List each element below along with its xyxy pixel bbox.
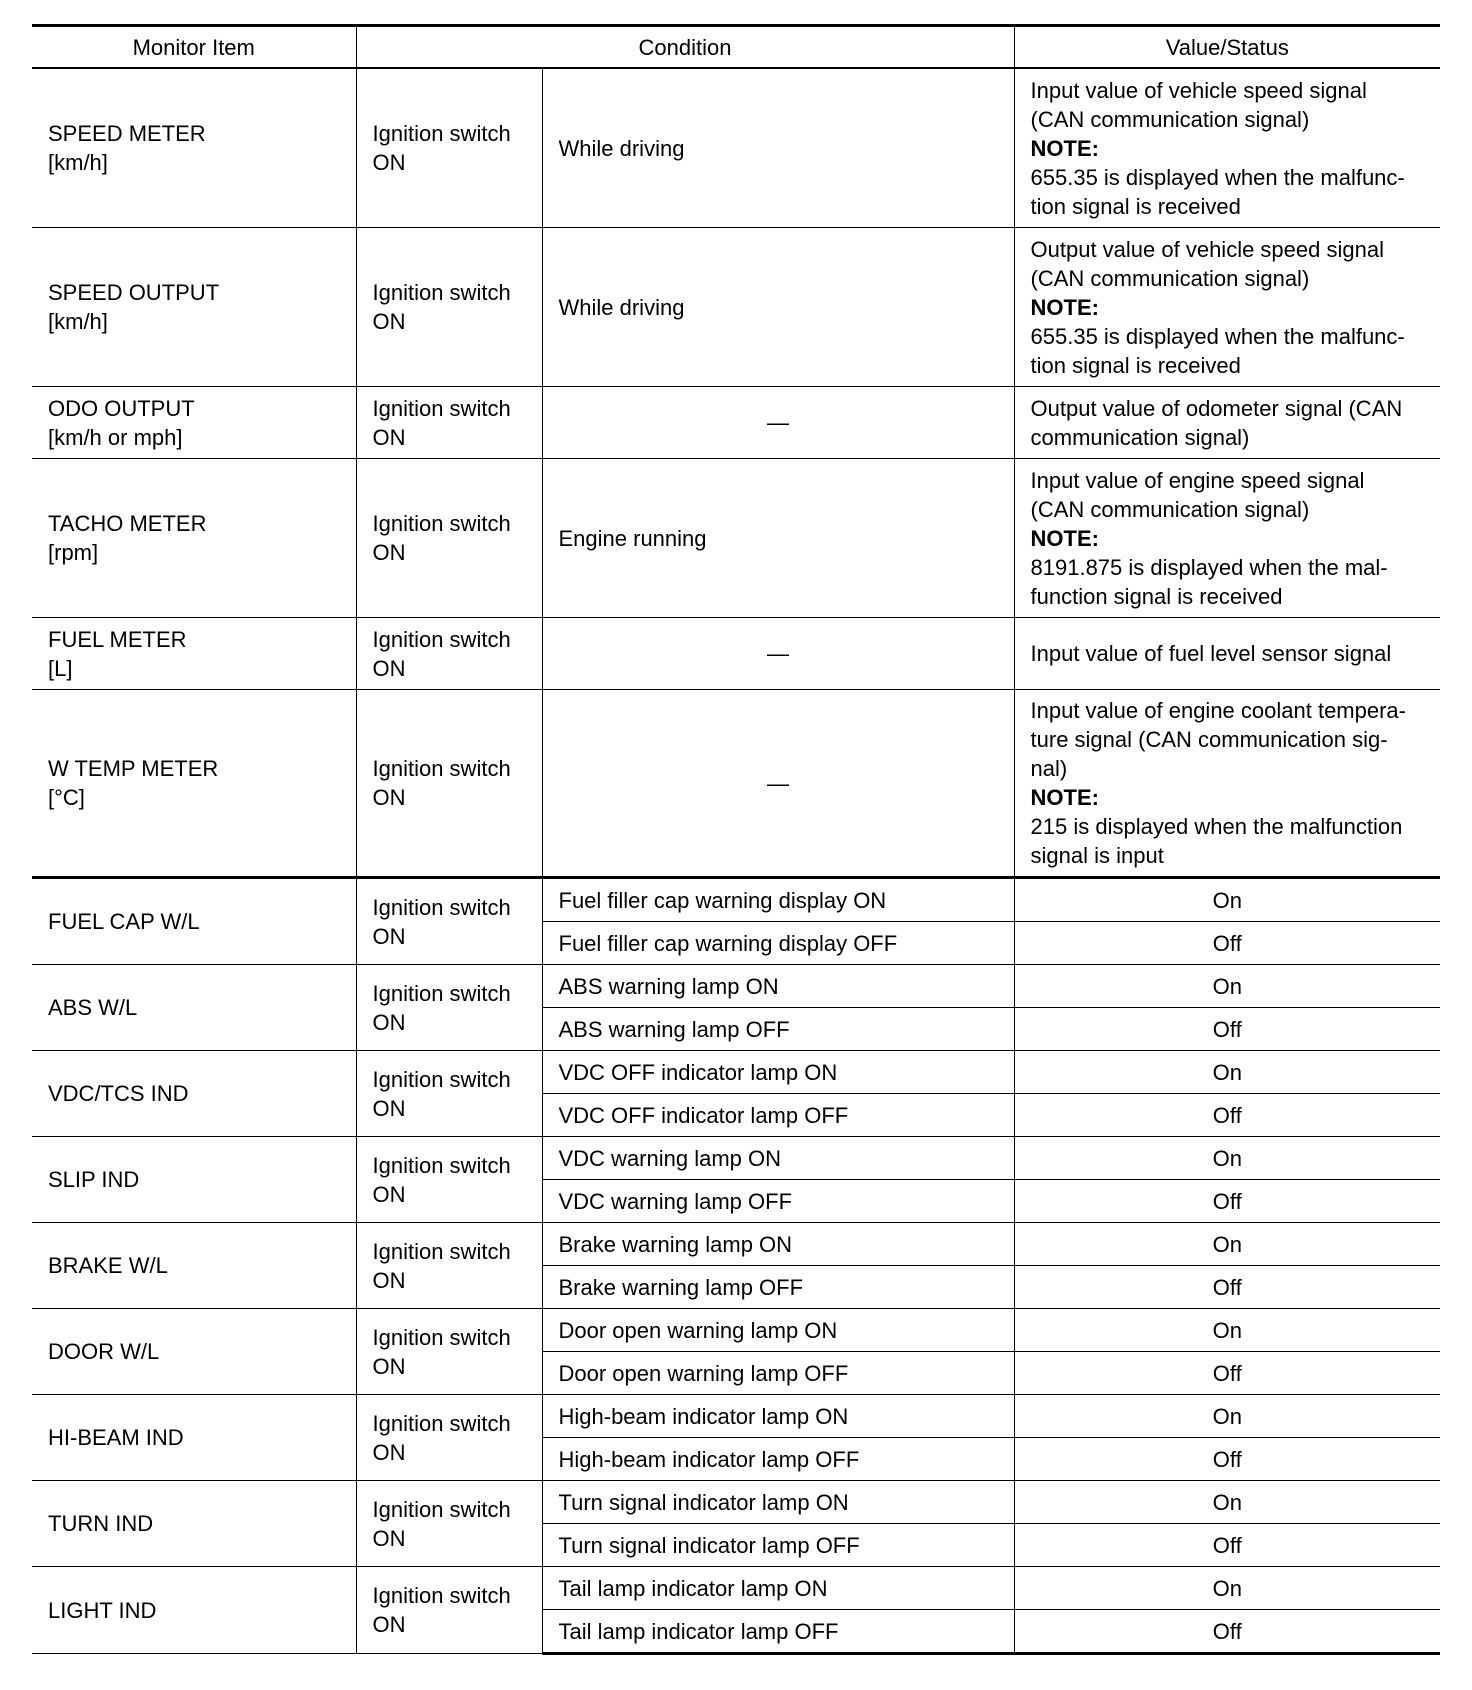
status-value-off: Off (1014, 1008, 1440, 1051)
note-label: NOTE: (1030, 525, 1099, 551)
note-label: NOTE: (1030, 785, 1099, 810)
condition-cell: Fuel filler cap warning display OFF (542, 922, 1014, 965)
condition-cell: VDC OFF indicator lamp ON (542, 1051, 1014, 1094)
condition-cell: VDC warning lamp ON (542, 1137, 1014, 1180)
ignition-condition-cell (356, 878, 542, 965)
monitor-item-cell (32, 459, 356, 618)
monitor-item-cell: DOOR W/L (32, 1309, 356, 1395)
table-row (32, 387, 1440, 459)
monitor-item-cell (32, 68, 356, 228)
ignition-label: Ignition switch (372, 121, 511, 146)
monitor-item-cell: FUEL CAP W/L (32, 878, 356, 965)
monitor-item-unit: [km/h] (48, 150, 108, 175)
note-text: tion signal is received (1030, 352, 1241, 378)
monitor-item-name: SPEED OUTPUT (48, 280, 220, 305)
condition-cell: — (542, 387, 1014, 459)
header-condition: Condition (356, 26, 1014, 69)
status-value-on: On (1014, 1051, 1440, 1094)
ignition-label: Ignition switch (372, 395, 511, 421)
ignition-label: Ignition switch (372, 626, 511, 652)
ignition-label: Ignition switch (372, 1238, 511, 1264)
condition-cell: — (542, 690, 1014, 878)
table-row (32, 1395, 1440, 1438)
monitor-item-name: TACHO METER (48, 511, 207, 536)
condition-cell: While driving (542, 68, 1014, 228)
note-text: 655.35 is displayed when the malfunc- (1030, 164, 1405, 190)
ignition-state: ON (372, 1612, 406, 1637)
value-status-cell (1014, 68, 1440, 228)
value-text: ture signal (CAN communication sig- (1030, 727, 1388, 752)
status-value-off: Off (1014, 1266, 1440, 1309)
condition-cell: ABS warning lamp OFF (542, 1008, 1014, 1051)
ignition-condition-cell (356, 1395, 542, 1481)
value-text: nal) (1030, 756, 1068, 781)
value-text: (CAN communication signal) (1030, 106, 1310, 132)
ignition-label: Ignition switch (372, 1496, 511, 1522)
table-row (32, 618, 1440, 690)
table-row (32, 1567, 1440, 1610)
value-text: Output value of vehicle speed signal (1030, 236, 1384, 262)
condition-cell: Brake warning lamp ON (542, 1223, 1014, 1266)
table-row (32, 228, 1440, 387)
monitor-item-cell: VDC/TCS IND (32, 1051, 356, 1137)
ignition-state: ON (372, 785, 406, 810)
ignition-condition-cell (356, 1481, 542, 1567)
condition-cell: ABS warning lamp ON (542, 965, 1014, 1008)
value-text: Input value of vehicle speed signal (1030, 77, 1367, 103)
monitor-item-cell (32, 228, 356, 387)
note-text: 8191.875 is displayed when the mal- (1030, 554, 1388, 580)
ignition-label: Ignition switch (372, 894, 511, 920)
ignition-state: ON (372, 923, 406, 949)
ignition-condition-cell (356, 387, 542, 459)
ignition-state: ON (372, 424, 406, 450)
monitor-item-name: W TEMP METER (48, 756, 219, 781)
value-text: communication signal) (1030, 424, 1250, 450)
ignition-state: ON (372, 1267, 406, 1293)
status-value-off: Off (1014, 1610, 1440, 1654)
table-row (32, 690, 1440, 878)
header-monitor-item: Monitor Item (32, 26, 356, 69)
condition-cell: Brake warning lamp OFF (542, 1266, 1014, 1309)
monitor-item-name: SPEED METER (48, 121, 206, 146)
ignition-label: Ignition switch (372, 1066, 511, 1092)
status-value-on: On (1014, 1223, 1440, 1266)
table-row (32, 878, 1440, 922)
condition-cell: High-beam indicator lamp OFF (542, 1438, 1014, 1481)
monitor-item-cell (32, 690, 356, 878)
status-value-off: Off (1014, 1524, 1440, 1567)
condition-cell: Turn signal indicator lamp ON (542, 1481, 1014, 1524)
monitor-item-cell: BRAKE W/L (32, 1223, 356, 1309)
status-value-on: On (1014, 1309, 1440, 1352)
ignition-condition-cell (356, 1137, 542, 1223)
monitor-item-cell: TURN IND (32, 1481, 356, 1567)
ignition-condition-cell (356, 1051, 542, 1137)
table-header-row (32, 26, 1440, 69)
condition-cell: High-beam indicator lamp ON (542, 1395, 1014, 1438)
ignition-state: ON (372, 655, 406, 681)
table-row (32, 965, 1440, 1008)
table-row (32, 1309, 1440, 1352)
value-status-cell (1014, 387, 1440, 459)
value-text: Input value of engine speed signal (1030, 467, 1365, 493)
ignition-state: ON (372, 1095, 406, 1121)
monitor-item-name: ODO OUTPUT (48, 395, 195, 421)
note-text: 655.35 is displayed when the malfunc- (1030, 323, 1405, 349)
value-status-cell: Input value of fuel level sensor signal (1014, 618, 1440, 690)
table-row (32, 1481, 1440, 1524)
monitor-item-cell (32, 618, 356, 690)
monitor-item-cell: HI-BEAM IND (32, 1395, 356, 1481)
ignition-state: ON (372, 1353, 406, 1379)
ignition-label: Ignition switch (372, 1324, 511, 1350)
status-value-on: On (1014, 878, 1440, 922)
value-text: (CAN communication signal) (1030, 265, 1310, 291)
ignition-condition-cell (356, 690, 542, 878)
ignition-state: ON (372, 1525, 406, 1551)
status-value-on: On (1014, 1567, 1440, 1610)
status-value-off: Off (1014, 1438, 1440, 1481)
monitor-item-name: FUEL METER (48, 626, 187, 652)
ignition-label: Ignition switch (372, 1152, 511, 1178)
ignition-state: ON (372, 1181, 406, 1207)
ignition-label: Ignition switch (372, 1583, 511, 1608)
monitor-item-unit: [L] (48, 655, 73, 681)
condition-cell: Fuel filler cap warning display ON (542, 878, 1014, 922)
condition-cell: Tail lamp indicator lamp ON (542, 1567, 1014, 1610)
condition-cell: VDC OFF indicator lamp OFF (542, 1094, 1014, 1137)
status-value-off: Off (1014, 1094, 1440, 1137)
monitor-item-table-container (32, 24, 1440, 1655)
monitor-item-table (32, 24, 1440, 1655)
note-text: 215 is displayed when the malfunction (1030, 814, 1403, 839)
ignition-state: ON (372, 1439, 406, 1465)
condition-cell: Turn signal indicator lamp OFF (542, 1524, 1014, 1567)
value-text: (CAN communication signal) (1030, 496, 1310, 522)
ignition-state: ON (372, 540, 406, 565)
condition-cell: While driving (542, 228, 1014, 387)
monitor-item-cell: ABS W/L (32, 965, 356, 1051)
monitor-item-unit: [rpm] (48, 540, 99, 565)
condition-cell: Engine running (542, 459, 1014, 618)
condition-cell: VDC warning lamp OFF (542, 1180, 1014, 1223)
note-text: tion signal is received (1030, 193, 1241, 219)
ignition-condition-cell (356, 68, 542, 228)
status-value-off: Off (1014, 1180, 1440, 1223)
condition-cell: — (542, 618, 1014, 690)
table-row (32, 1137, 1440, 1180)
ignition-label: Ignition switch (372, 756, 511, 781)
table-row (32, 68, 1440, 228)
ignition-condition-cell (356, 459, 542, 618)
ignition-condition-cell (356, 618, 542, 690)
ignition-condition-cell (356, 1309, 542, 1395)
ignition-label: Ignition switch (372, 980, 511, 1006)
monitor-item-cell: SLIP IND (32, 1137, 356, 1223)
status-value-on: On (1014, 1481, 1440, 1524)
ignition-condition-cell (356, 1223, 542, 1309)
note-text: signal is input (1030, 843, 1164, 868)
note-text: function signal is received (1030, 583, 1283, 609)
condition-cell: Door open warning lamp ON (542, 1309, 1014, 1352)
header-value-status: Value/Status (1014, 26, 1440, 69)
monitor-item-cell (32, 387, 356, 459)
ignition-condition-cell (356, 228, 542, 387)
table-row (32, 459, 1440, 618)
status-value-off: Off (1014, 922, 1440, 965)
status-value-on: On (1014, 965, 1440, 1008)
status-value-on: On (1014, 1137, 1440, 1180)
ignition-label: Ignition switch (372, 280, 511, 305)
lamp-rows (32, 878, 1440, 1654)
ignition-label: Ignition switch (372, 1410, 511, 1436)
monitor-item-unit: [°C] (48, 785, 85, 810)
value-status-cell (1014, 459, 1440, 618)
note-label: NOTE: (1030, 294, 1099, 320)
condition-cell: Door open warning lamp OFF (542, 1352, 1014, 1395)
ignition-condition-cell (356, 1567, 542, 1654)
monitor-item-unit: [km/h or mph] (48, 424, 183, 450)
ignition-state: ON (372, 1009, 406, 1035)
status-value-off: Off (1014, 1352, 1440, 1395)
value-text: Input value of engine coolant tempera- (1030, 698, 1406, 723)
table-row (32, 1051, 1440, 1094)
table-row (32, 1223, 1440, 1266)
value-text: Output value of odometer signal (CAN (1030, 395, 1403, 421)
monitor-item-unit: [km/h] (48, 309, 108, 334)
note-label: NOTE: (1030, 135, 1099, 161)
value-status-cell (1014, 228, 1440, 387)
ignition-state: ON (372, 150, 406, 175)
monitor-item-cell: LIGHT IND (32, 1567, 356, 1654)
ignition-condition-cell (356, 965, 542, 1051)
value-status-cell (1014, 690, 1440, 878)
status-value-on: On (1014, 1395, 1440, 1438)
ignition-state: ON (372, 309, 406, 334)
ignition-label: Ignition switch (372, 511, 511, 536)
condition-cell: Tail lamp indicator lamp OFF (542, 1610, 1014, 1654)
